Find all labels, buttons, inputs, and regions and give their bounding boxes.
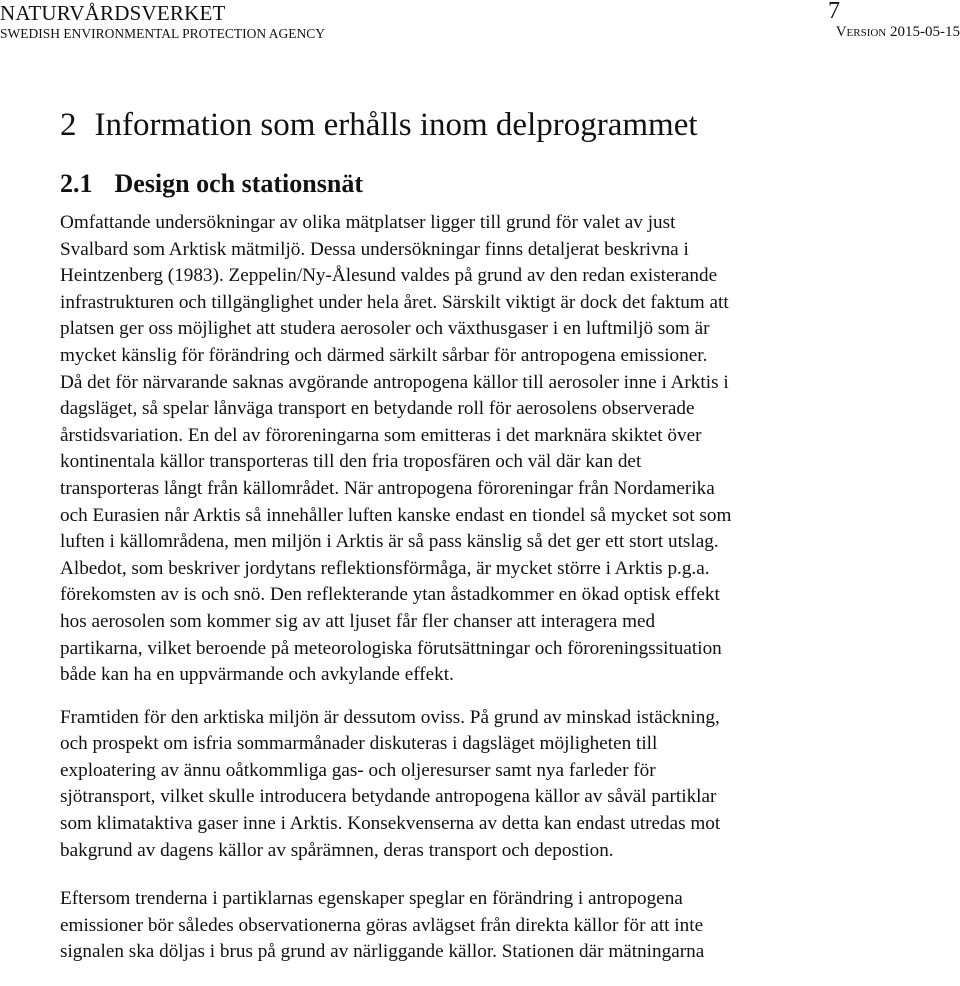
- paragraph-line: infrastrukturen och tillgänglighet under hela året. Särskilt viktigt är dock det faktum att: [60, 291, 729, 313]
- subsection-heading: [60, 164, 960, 204]
- paragraph-line: och prospekt om isfria sommarmånader diskuteras i dagsläget möjligheten till: [60, 733, 658, 755]
- document-version: Version 2015-05-15: [835, 24, 960, 40]
- paragraph-line: årstidsvariation. En del av föroreningarna som emitteras i det marknära skiktet över: [60, 424, 702, 446]
- section-title: Information som erhålls inom delprogrammet: [94, 107, 698, 143]
- paragraph-line: Heintzenberg (1983). Zeppelin/Ny-Ålesund valdes på grund av den redan existerande: [60, 265, 718, 287]
- subsection-number: 2.1: [60, 169, 93, 198]
- page-number: 7: [828, 0, 840, 24]
- paragraph-line: förekomsten av is och snö. Den reflekterande ytan åstadkommer en ökad optisk effekt: [60, 584, 720, 606]
- paragraph-line: Eftersom trenderna i partiklarnas egenskaper speglar en förändring i antropogena: [60, 888, 683, 910]
- subsection-title: Design och stationsnät: [114, 169, 363, 198]
- paragraph: [60, 705, 960, 865]
- paragraph-line: Omfattande undersökningar av olika mätplatser ligger till grund för valet av just: [60, 212, 676, 233]
- document-body: [60, 100, 960, 966]
- paragraph-line: luften i källområdena, men miljön i Arktis är så pass känslig så det ger ett stort utslag.: [60, 531, 719, 553]
- paragraph-line: Albedot, som beskriver jordytans reflektionsförmåga, är mycket större i Arktis p.g.a.: [60, 557, 710, 579]
- paragraph-line: både kan ha en uppvärmande och avkylande effekt.: [60, 664, 454, 686]
- section-number: 2: [60, 107, 77, 143]
- agency-name: NATURVÅRDSVERKET: [0, 1, 226, 25]
- paragraph-line: signalen ska döljas i brus på grund av närliggande källor. Stationen där mätningarna: [60, 941, 705, 963]
- paragraph: [60, 886, 960, 966]
- paragraph-line: exploatering av ännu oåtkommliga gas- och oljeresurser samt nya farleder för: [60, 759, 656, 781]
- paragraph-line: som klimataktiva gaser inne i Arktis. Konsekvenserna av detta kan endast utredas mot: [60, 813, 721, 835]
- paragraph-line: mycket känslig för förändring och därmed särkilt sårbar för antropogena emissioner.: [60, 344, 708, 366]
- paragraph-line: sjötransport, vilket skulle introducera betydande antropogena källor av såväl partiklar: [60, 786, 717, 808]
- paragraph-line: Svalbard som Arktisk mätmiljö. Dessa undersökningar finns detaljerat beskrivna i: [60, 238, 689, 260]
- paragraph-line: dagsläget, så spelar lånväga transport en betydande roll för aerosolens observerade: [60, 398, 695, 420]
- paragraph: [60, 210, 960, 689]
- paragraph-line: och Eurasien når Arktis så innehåller luften kanske endast en tiondel så mycket sot som: [60, 504, 732, 526]
- paragraph-line: hos aerosolen som kommer sig av att ljuset får fler chanser att interagera med: [60, 610, 656, 632]
- paragraph-line: bakgrund av dagens källor av spårämnen, deras transport och depostion.: [60, 839, 614, 861]
- page-header: [0, 0, 960, 48]
- paragraph-line: transporteras långt från källområdet. När antropogena föroreningar från Nordamerika: [60, 477, 715, 499]
- paragraph-line: Framtiden för den arktiska miljön är dessutom oviss. På grund av minskad istäckning,: [60, 706, 720, 728]
- agency-name-english: SWEDISH ENVIRONMENTAL PROTECTION AGENCY: [0, 26, 326, 41]
- paragraph-line: platsen ger oss möjlighet att studera aerosoler och växthusgaser i en luftmiljö som är: [60, 318, 710, 340]
- paragraph-line: emissioner bör således observationerna göras avlägset från direkta källor för att inte: [60, 914, 704, 936]
- paragraph-line: Då det för närvarande saknas avgörande antropogena källor till aerosoler inne i Arktis i: [60, 371, 729, 393]
- section-heading: [60, 100, 960, 158]
- paragraph-line: partikarna, vilket beroende på meteorologiska förutsättningar och föroreningssituation: [60, 637, 722, 659]
- paragraph-line: kontinentala källor transporteras till den fria troposfären och väl där kan det: [60, 451, 642, 473]
